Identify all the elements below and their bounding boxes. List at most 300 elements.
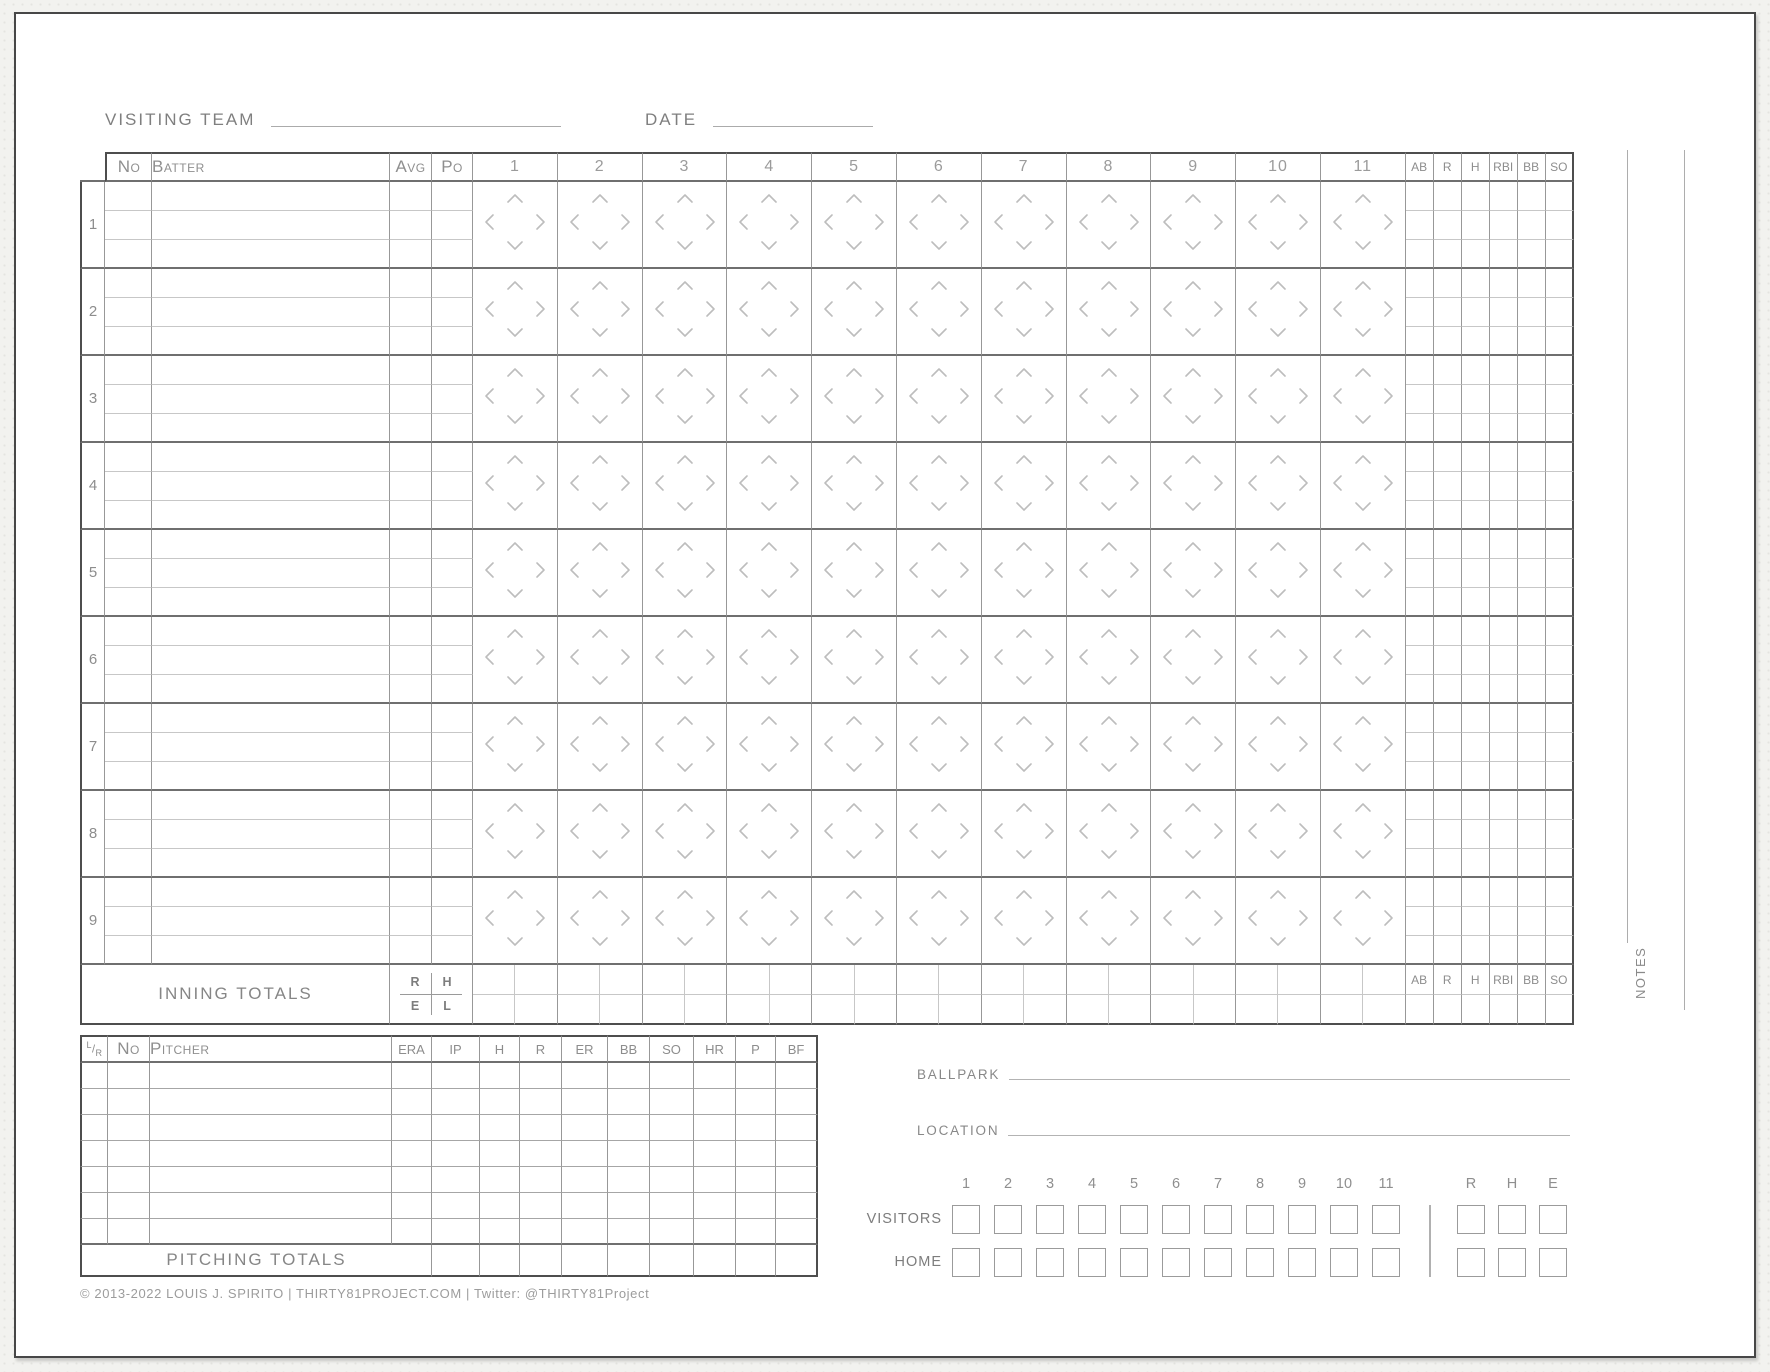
inning-cell-4[interactable] xyxy=(727,356,812,443)
pitcher-lr-cell[interactable] xyxy=(80,1193,108,1219)
pitcher-stat-cell-er[interactable] xyxy=(562,1167,608,1193)
inning-cell-8[interactable] xyxy=(1067,443,1152,530)
totals-stat-cell-bb[interactable] xyxy=(1518,995,1546,1025)
pitcher-stat-cell-so[interactable] xyxy=(650,1063,694,1089)
inning-total-cell[interactable] xyxy=(982,995,1024,1025)
inning-cell-7[interactable] xyxy=(982,791,1067,878)
stat-cell-h[interactable] xyxy=(1462,936,1490,965)
batter-po-cell[interactable] xyxy=(432,675,473,704)
inning-cell-7[interactable] xyxy=(982,182,1067,269)
stat-cell-r[interactable] xyxy=(1434,298,1462,327)
stat-cell-ab[interactable] xyxy=(1406,588,1434,617)
pitcher-stat-cell-h[interactable] xyxy=(480,1141,520,1167)
stat-cell-h[interactable] xyxy=(1462,704,1490,733)
inning-cell-3[interactable] xyxy=(643,704,728,791)
inning-cell-3[interactable] xyxy=(643,617,728,704)
linescore-box-visitors-inning-2[interactable] xyxy=(994,1205,1022,1234)
inning-total-cell[interactable] xyxy=(643,965,685,995)
pitcher-stat-cell-h[interactable] xyxy=(480,1167,520,1193)
stat-cell-rbi[interactable] xyxy=(1490,820,1518,849)
linescore-box-visitors-inning-4[interactable] xyxy=(1078,1205,1106,1234)
inning-total-cell[interactable] xyxy=(515,995,557,1025)
stat-cell-so[interactable] xyxy=(1546,617,1574,646)
inning-total-cell[interactable] xyxy=(855,965,897,995)
linescore-box-home-h[interactable] xyxy=(1498,1248,1526,1277)
batter-avg-cell[interactable] xyxy=(390,762,432,791)
batter-name-cell[interactable] xyxy=(152,907,390,936)
pitcher-stat-cell-hr[interactable] xyxy=(694,1115,736,1141)
batter-name-cell[interactable] xyxy=(152,269,390,298)
location-line[interactable] xyxy=(1008,1135,1570,1136)
inning-total-cell[interactable] xyxy=(558,965,600,995)
stat-cell-so[interactable] xyxy=(1546,182,1574,211)
pitcher-stat-cell-bb[interactable] xyxy=(608,1193,650,1219)
stat-cell-r[interactable] xyxy=(1434,327,1462,356)
batter-po-cell[interactable] xyxy=(432,820,473,849)
batter-po-cell[interactable] xyxy=(432,646,473,675)
batter-po-cell[interactable] xyxy=(432,182,473,211)
stat-cell-so[interactable] xyxy=(1546,443,1574,472)
pitcher-name-cell[interactable] xyxy=(150,1219,392,1245)
inning-cell-1[interactable] xyxy=(473,878,558,965)
pitcher-stat-cell-so[interactable] xyxy=(650,1089,694,1115)
stat-cell-r[interactable] xyxy=(1434,820,1462,849)
batter-name-cell[interactable] xyxy=(152,588,390,617)
linescore-box-visitors-inning-6[interactable] xyxy=(1162,1205,1190,1234)
stat-cell-so[interactable] xyxy=(1546,849,1574,878)
linescore-box-home-inning-11[interactable] xyxy=(1372,1248,1400,1277)
stat-cell-ab[interactable] xyxy=(1406,385,1434,414)
inning-cell-6[interactable] xyxy=(897,617,982,704)
batter-name-cell[interactable] xyxy=(152,443,390,472)
inning-cell-6[interactable] xyxy=(897,704,982,791)
stat-cell-r[interactable] xyxy=(1434,356,1462,385)
stat-cell-ab[interactable] xyxy=(1406,936,1434,965)
stat-cell-so[interactable] xyxy=(1546,327,1574,356)
notes-line-2[interactable] xyxy=(1684,150,1685,1010)
inning-cell-6[interactable] xyxy=(897,182,982,269)
inning-cell-3[interactable] xyxy=(643,791,728,878)
stat-cell-ab[interactable] xyxy=(1406,298,1434,327)
visiting-team-line[interactable] xyxy=(271,126,561,127)
pitcher-stat-cell-era[interactable] xyxy=(392,1193,432,1219)
batter-avg-cell[interactable] xyxy=(390,646,432,675)
stat-cell-ab[interactable] xyxy=(1406,501,1434,530)
inning-cell-4[interactable] xyxy=(727,617,812,704)
inning-total-cell[interactable] xyxy=(897,965,939,995)
totals-stat-cell-h[interactable] xyxy=(1462,995,1490,1025)
batter-po-cell[interactable] xyxy=(432,530,473,559)
stat-cell-rbi[interactable] xyxy=(1490,269,1518,298)
stat-cell-r[interactable] xyxy=(1434,385,1462,414)
batter-no-cell[interactable] xyxy=(105,617,152,646)
batter-po-cell[interactable] xyxy=(432,878,473,907)
stat-cell-r[interactable] xyxy=(1434,675,1462,704)
stat-cell-so[interactable] xyxy=(1546,733,1574,762)
stat-cell-so[interactable] xyxy=(1546,385,1574,414)
inning-cell-1[interactable] xyxy=(473,530,558,617)
stat-cell-rbi[interactable] xyxy=(1490,907,1518,936)
inning-total-cell[interactable] xyxy=(1151,965,1193,995)
inning-cell-5[interactable] xyxy=(812,443,897,530)
stat-cell-rbi[interactable] xyxy=(1490,298,1518,327)
stat-cell-bb[interactable] xyxy=(1518,936,1546,965)
batter-avg-cell[interactable] xyxy=(390,791,432,820)
batter-avg-cell[interactable] xyxy=(390,733,432,762)
batter-avg-cell[interactable] xyxy=(390,472,432,501)
inning-total-cell[interactable] xyxy=(473,995,515,1025)
inning-cell-9[interactable] xyxy=(1151,791,1236,878)
stat-cell-h[interactable] xyxy=(1462,211,1490,240)
inning-cell-6[interactable] xyxy=(897,530,982,617)
linescore-box-visitors-inning-1[interactable] xyxy=(952,1205,980,1234)
inning-cell-1[interactable] xyxy=(473,443,558,530)
batter-po-cell[interactable] xyxy=(432,298,473,327)
stat-cell-bb[interactable] xyxy=(1518,501,1546,530)
batter-no-cell[interactable] xyxy=(105,182,152,211)
stat-cell-ab[interactable] xyxy=(1406,211,1434,240)
batter-avg-cell[interactable] xyxy=(390,588,432,617)
stat-cell-so[interactable] xyxy=(1546,240,1574,269)
inning-total-cell[interactable] xyxy=(727,995,769,1025)
stat-cell-h[interactable] xyxy=(1462,588,1490,617)
linescore-box-home-inning-8[interactable] xyxy=(1246,1248,1274,1277)
stat-cell-r[interactable] xyxy=(1434,501,1462,530)
pitcher-stat-cell-so[interactable] xyxy=(650,1193,694,1219)
inning-cell-4[interactable] xyxy=(727,182,812,269)
pitcher-stat-cell-ip[interactable] xyxy=(432,1063,480,1089)
stat-cell-rbi[interactable] xyxy=(1490,501,1518,530)
stat-cell-ab[interactable] xyxy=(1406,733,1434,762)
pitcher-stat-cell-h[interactable] xyxy=(480,1219,520,1245)
linescore-box-visitors-r[interactable] xyxy=(1457,1205,1485,1234)
batter-name-cell[interactable] xyxy=(152,820,390,849)
pitcher-lr-cell[interactable] xyxy=(80,1141,108,1167)
inning-cell-2[interactable] xyxy=(558,356,643,443)
batter-po-cell[interactable] xyxy=(432,211,473,240)
inning-cell-9[interactable] xyxy=(1151,878,1236,965)
inning-cell-3[interactable] xyxy=(643,182,728,269)
stat-cell-bb[interactable] xyxy=(1518,269,1546,298)
pitcher-stat-cell-so[interactable] xyxy=(650,1141,694,1167)
batter-name-cell[interactable] xyxy=(152,878,390,907)
stat-cell-so[interactable] xyxy=(1546,791,1574,820)
stat-cell-so[interactable] xyxy=(1546,820,1574,849)
pitcher-stat-cell-hr[interactable] xyxy=(694,1063,736,1089)
stat-cell-h[interactable] xyxy=(1462,762,1490,791)
inning-total-cell[interactable] xyxy=(812,965,854,995)
batter-no-cell[interactable] xyxy=(105,269,152,298)
inning-total-cell[interactable] xyxy=(600,995,642,1025)
batter-name-cell[interactable] xyxy=(152,414,390,443)
pitcher-name-cell[interactable] xyxy=(150,1115,392,1141)
linescore-box-home-inning-6[interactable] xyxy=(1162,1248,1190,1277)
inning-total-cell[interactable] xyxy=(600,965,642,995)
linescore-box-visitors-inning-5[interactable] xyxy=(1120,1205,1148,1234)
stat-cell-rbi[interactable] xyxy=(1490,472,1518,501)
stat-cell-r[interactable] xyxy=(1434,414,1462,443)
batter-name-cell[interactable] xyxy=(152,240,390,269)
batter-no-cell[interactable] xyxy=(105,298,152,327)
batter-po-cell[interactable] xyxy=(432,849,473,878)
stat-cell-bb[interactable] xyxy=(1518,849,1546,878)
inning-cell-4[interactable] xyxy=(727,530,812,617)
pitcher-stat-cell-er[interactable] xyxy=(562,1193,608,1219)
stat-cell-bb[interactable] xyxy=(1518,559,1546,588)
stat-cell-bb[interactable] xyxy=(1518,675,1546,704)
inning-cell-11[interactable] xyxy=(1321,704,1406,791)
batter-name-cell[interactable] xyxy=(152,182,390,211)
stat-cell-rbi[interactable] xyxy=(1490,356,1518,385)
inning-cell-11[interactable] xyxy=(1321,878,1406,965)
stat-cell-h[interactable] xyxy=(1462,791,1490,820)
pitcher-stat-cell-bb[interactable] xyxy=(608,1115,650,1141)
pitcher-lr-cell[interactable] xyxy=(80,1167,108,1193)
inning-cell-7[interactable] xyxy=(982,530,1067,617)
batter-name-cell[interactable] xyxy=(152,327,390,356)
inning-cell-7[interactable] xyxy=(982,617,1067,704)
inning-cell-9[interactable] xyxy=(1151,443,1236,530)
pitcher-stat-cell-p[interactable] xyxy=(736,1063,776,1089)
batter-po-cell[interactable] xyxy=(432,762,473,791)
batter-no-cell[interactable] xyxy=(105,936,152,965)
inning-cell-10[interactable] xyxy=(1236,878,1321,965)
batter-name-cell[interactable] xyxy=(152,704,390,733)
inning-cell-1[interactable] xyxy=(473,704,558,791)
pitcher-stat-cell-bb[interactable] xyxy=(608,1063,650,1089)
batter-po-cell[interactable] xyxy=(432,472,473,501)
pitcher-stat-cell-er[interactable] xyxy=(562,1063,608,1089)
inning-total-cell[interactable] xyxy=(1067,995,1109,1025)
batter-avg-cell[interactable] xyxy=(390,530,432,559)
pitching-total-cell-hr[interactable] xyxy=(694,1245,736,1277)
pitcher-stat-cell-era[interactable] xyxy=(392,1219,432,1245)
inning-cell-5[interactable] xyxy=(812,530,897,617)
pitcher-stat-cell-bf[interactable] xyxy=(776,1167,818,1193)
stat-cell-ab[interactable] xyxy=(1406,327,1434,356)
inning-total-cell[interactable] xyxy=(1151,995,1193,1025)
stat-cell-r[interactable] xyxy=(1434,269,1462,298)
stat-cell-h[interactable] xyxy=(1462,617,1490,646)
stat-cell-ab[interactable] xyxy=(1406,617,1434,646)
stat-cell-h[interactable] xyxy=(1462,182,1490,211)
pitcher-name-cell[interactable] xyxy=(150,1167,392,1193)
stat-cell-ab[interactable] xyxy=(1406,675,1434,704)
pitcher-no-cell[interactable] xyxy=(108,1193,150,1219)
batter-avg-cell[interactable] xyxy=(390,269,432,298)
stat-cell-so[interactable] xyxy=(1546,907,1574,936)
linescore-box-visitors-inning-3[interactable] xyxy=(1036,1205,1064,1234)
pitcher-stat-cell-bf[interactable] xyxy=(776,1193,818,1219)
inning-cell-2[interactable] xyxy=(558,530,643,617)
pitcher-no-cell[interactable] xyxy=(108,1219,150,1245)
pitcher-stat-cell-bb[interactable] xyxy=(608,1219,650,1245)
inning-cell-7[interactable] xyxy=(982,878,1067,965)
pitcher-stat-cell-h[interactable] xyxy=(480,1193,520,1219)
inning-total-cell[interactable] xyxy=(770,965,812,995)
batter-po-cell[interactable] xyxy=(432,501,473,530)
batter-avg-cell[interactable] xyxy=(390,675,432,704)
pitcher-stat-cell-r[interactable] xyxy=(520,1141,562,1167)
stat-cell-h[interactable] xyxy=(1462,356,1490,385)
batter-po-cell[interactable] xyxy=(432,704,473,733)
date-line[interactable] xyxy=(713,126,873,127)
inning-cell-5[interactable] xyxy=(812,269,897,356)
stat-cell-bb[interactable] xyxy=(1518,240,1546,269)
batter-avg-cell[interactable] xyxy=(390,385,432,414)
stat-cell-so[interactable] xyxy=(1546,414,1574,443)
inning-total-cell[interactable] xyxy=(897,995,939,1025)
batter-avg-cell[interactable] xyxy=(390,501,432,530)
batter-no-cell[interactable] xyxy=(105,385,152,414)
pitcher-stat-cell-ip[interactable] xyxy=(432,1115,480,1141)
stat-cell-h[interactable] xyxy=(1462,327,1490,356)
stat-cell-rbi[interactable] xyxy=(1490,646,1518,675)
totals-stat-cell-rbi[interactable] xyxy=(1490,995,1518,1025)
pitching-total-cell-r[interactable] xyxy=(520,1245,562,1277)
batter-po-cell[interactable] xyxy=(432,414,473,443)
batter-po-cell[interactable] xyxy=(432,327,473,356)
linescore-box-home-inning-4[interactable] xyxy=(1078,1248,1106,1277)
pitcher-name-cell[interactable] xyxy=(150,1193,392,1219)
pitcher-stat-cell-hr[interactable] xyxy=(694,1167,736,1193)
batter-avg-cell[interactable] xyxy=(390,414,432,443)
pitcher-stat-cell-hr[interactable] xyxy=(694,1219,736,1245)
batter-no-cell[interactable] xyxy=(105,588,152,617)
inning-cell-2[interactable] xyxy=(558,878,643,965)
stat-cell-h[interactable] xyxy=(1462,530,1490,559)
pitcher-stat-cell-hr[interactable] xyxy=(694,1089,736,1115)
stat-cell-ab[interactable] xyxy=(1406,820,1434,849)
inning-cell-7[interactable] xyxy=(982,704,1067,791)
inning-cell-2[interactable] xyxy=(558,617,643,704)
stat-cell-bb[interactable] xyxy=(1518,356,1546,385)
pitching-total-cell-p[interactable] xyxy=(736,1245,776,1277)
linescore-box-home-r[interactable] xyxy=(1457,1248,1485,1277)
pitcher-stat-cell-er[interactable] xyxy=(562,1089,608,1115)
inning-cell-4[interactable] xyxy=(727,443,812,530)
batter-avg-cell[interactable] xyxy=(390,298,432,327)
stat-cell-r[interactable] xyxy=(1434,588,1462,617)
pitcher-no-cell[interactable] xyxy=(108,1141,150,1167)
inning-cell-6[interactable] xyxy=(897,878,982,965)
inning-cell-10[interactable] xyxy=(1236,617,1321,704)
stat-cell-rbi[interactable] xyxy=(1490,414,1518,443)
linescore-box-visitors-e[interactable] xyxy=(1539,1205,1567,1234)
inning-cell-9[interactable] xyxy=(1151,617,1236,704)
stat-cell-bb[interactable] xyxy=(1518,646,1546,675)
batter-name-cell[interactable] xyxy=(152,472,390,501)
stat-cell-bb[interactable] xyxy=(1518,588,1546,617)
pitcher-lr-cell[interactable] xyxy=(80,1219,108,1245)
stat-cell-h[interactable] xyxy=(1462,907,1490,936)
stat-cell-so[interactable] xyxy=(1546,472,1574,501)
inning-total-cell[interactable] xyxy=(727,965,769,995)
stat-cell-h[interactable] xyxy=(1462,675,1490,704)
stat-cell-h[interactable] xyxy=(1462,269,1490,298)
batter-avg-cell[interactable] xyxy=(390,849,432,878)
stat-cell-rbi[interactable] xyxy=(1490,936,1518,965)
stat-cell-bb[interactable] xyxy=(1518,733,1546,762)
stat-cell-so[interactable] xyxy=(1546,878,1574,907)
batter-po-cell[interactable] xyxy=(432,588,473,617)
stat-cell-r[interactable] xyxy=(1434,443,1462,472)
batter-name-cell[interactable] xyxy=(152,501,390,530)
batter-avg-cell[interactable] xyxy=(390,182,432,211)
notes-line-1[interactable] xyxy=(1627,150,1628,943)
linescore-box-visitors-inning-7[interactable] xyxy=(1204,1205,1232,1234)
stat-cell-bb[interactable] xyxy=(1518,385,1546,414)
stat-cell-bb[interactable] xyxy=(1518,907,1546,936)
batter-name-cell[interactable] xyxy=(152,733,390,762)
stat-cell-ab[interactable] xyxy=(1406,646,1434,675)
batter-avg-cell[interactable] xyxy=(390,878,432,907)
pitcher-stat-cell-h[interactable] xyxy=(480,1089,520,1115)
stat-cell-rbi[interactable] xyxy=(1490,530,1518,559)
stat-cell-so[interactable] xyxy=(1546,936,1574,965)
inning-cell-11[interactable] xyxy=(1321,269,1406,356)
batter-name-cell[interactable] xyxy=(152,936,390,965)
inning-cell-8[interactable] xyxy=(1067,530,1152,617)
inning-cell-7[interactable] xyxy=(982,269,1067,356)
batter-name-cell[interactable] xyxy=(152,356,390,385)
stat-cell-bb[interactable] xyxy=(1518,211,1546,240)
linescore-box-home-inning-9[interactable] xyxy=(1288,1248,1316,1277)
inning-cell-10[interactable] xyxy=(1236,356,1321,443)
batter-po-cell[interactable] xyxy=(432,443,473,472)
batter-no-cell[interactable] xyxy=(105,530,152,559)
inning-total-cell[interactable] xyxy=(770,995,812,1025)
stat-cell-bb[interactable] xyxy=(1518,414,1546,443)
pitcher-stat-cell-r[interactable] xyxy=(520,1167,562,1193)
batter-po-cell[interactable] xyxy=(432,936,473,965)
batter-avg-cell[interactable] xyxy=(390,211,432,240)
pitcher-stat-cell-ip[interactable] xyxy=(432,1219,480,1245)
inning-cell-3[interactable] xyxy=(643,443,728,530)
pitcher-name-cell[interactable] xyxy=(150,1141,392,1167)
pitcher-stat-cell-r[interactable] xyxy=(520,1063,562,1089)
stat-cell-h[interactable] xyxy=(1462,849,1490,878)
pitcher-stat-cell-bf[interactable] xyxy=(776,1063,818,1089)
stat-cell-h[interactable] xyxy=(1462,559,1490,588)
batter-no-cell[interactable] xyxy=(105,646,152,675)
inning-cell-4[interactable] xyxy=(727,791,812,878)
batter-no-cell[interactable] xyxy=(105,762,152,791)
stat-cell-r[interactable] xyxy=(1434,704,1462,733)
pitcher-stat-cell-r[interactable] xyxy=(520,1115,562,1141)
pitcher-stat-cell-r[interactable] xyxy=(520,1089,562,1115)
pitcher-stat-cell-er[interactable] xyxy=(562,1219,608,1245)
pitcher-stat-cell-h[interactable] xyxy=(480,1063,520,1089)
batter-avg-cell[interactable] xyxy=(390,356,432,385)
batter-no-cell[interactable] xyxy=(105,704,152,733)
inning-cell-5[interactable] xyxy=(812,182,897,269)
batter-no-cell[interactable] xyxy=(105,675,152,704)
inning-cell-10[interactable] xyxy=(1236,704,1321,791)
pitcher-name-cell[interactable] xyxy=(150,1063,392,1089)
stat-cell-ab[interactable] xyxy=(1406,907,1434,936)
batter-no-cell[interactable] xyxy=(105,501,152,530)
batter-no-cell[interactable] xyxy=(105,211,152,240)
batter-no-cell[interactable] xyxy=(105,472,152,501)
stat-cell-r[interactable] xyxy=(1434,182,1462,211)
stat-cell-ab[interactable] xyxy=(1406,269,1434,298)
stat-cell-bb[interactable] xyxy=(1518,617,1546,646)
stat-cell-r[interactable] xyxy=(1434,240,1462,269)
stat-cell-r[interactable] xyxy=(1434,530,1462,559)
pitcher-stat-cell-bb[interactable] xyxy=(608,1167,650,1193)
stat-cell-rbi[interactable] xyxy=(1490,762,1518,791)
